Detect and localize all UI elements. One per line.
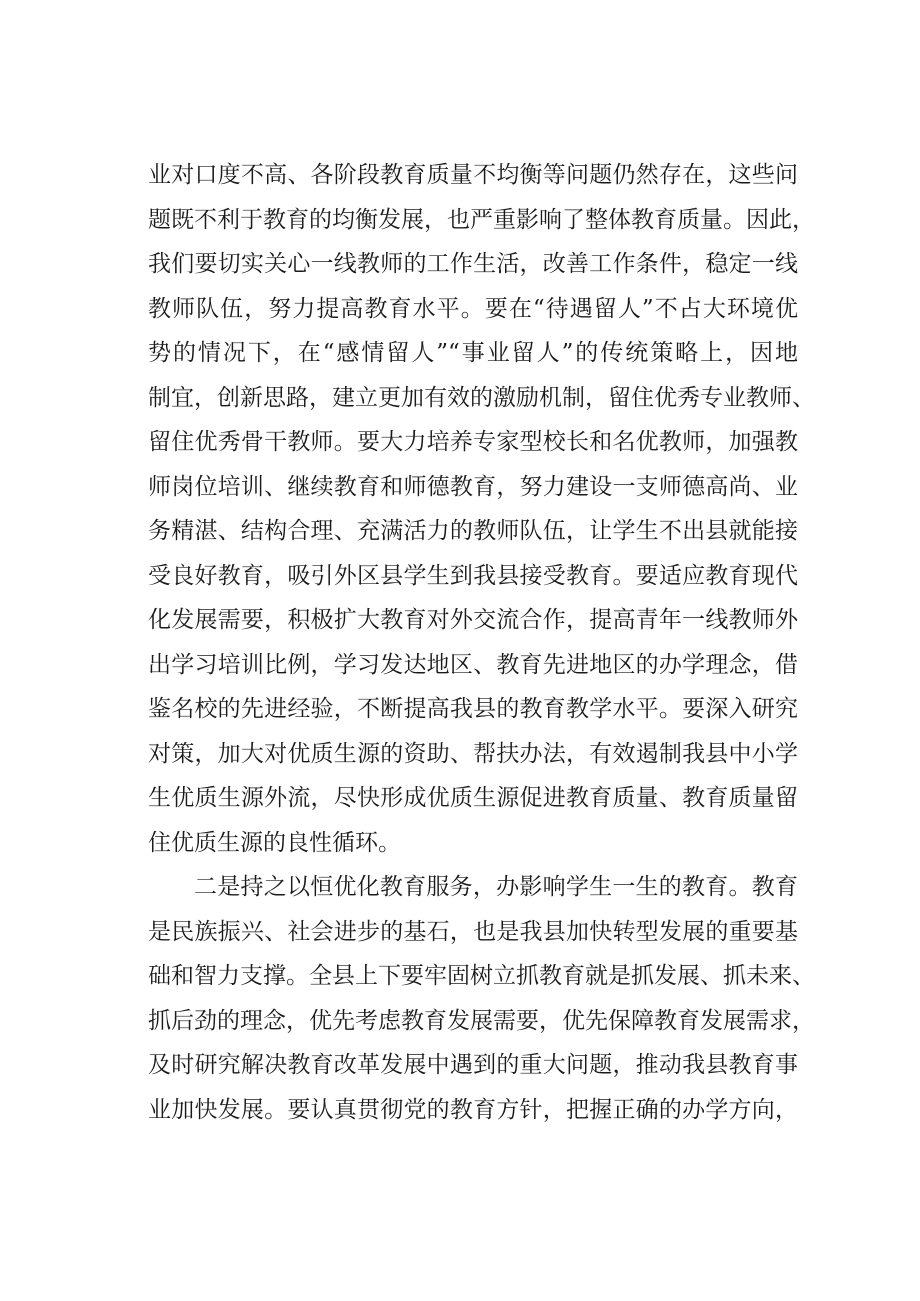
- body-text: [148, 153, 815, 1132]
- text-line: 是民族振兴、社会进步的基石，也是我县加快转型发展的重要基: [148, 918, 798, 945]
- paragraph-2: [148, 865, 815, 1132]
- paragraph-1: [148, 153, 815, 865]
- text-line: 务精湛、结构合理、充满活力的教师队伍，让学生不出县就能接: [148, 518, 798, 544]
- text-line: 础和智力支撑。全县上下要牢固树立抓教育就是抓发展、抓未来、: [148, 963, 815, 989]
- text-line: 师岗位培训、继续教育和师德教育，努力建设一支师德高尚、业: [148, 473, 798, 500]
- text-line: 业对口度不高、各阶段教育质量不均衡等问题仍然存在，这些问: [148, 162, 798, 188]
- text-line: 业加快发展。要认真贯彻党的教育方针，把握正确的办学方向，: [148, 1096, 798, 1123]
- text-line: 对策，加大对优质生源的资助、帮扶办法，有效遏制我县中小学: [148, 740, 798, 767]
- text-line: 及时研究解决教育改革发展中遇到的重大问题，推动我县教育事: [148, 1052, 798, 1078]
- text-line: 我们要切实关心一线教师的工作生活，改善工作条件，稳定一线: [148, 251, 798, 277]
- text-line: 抓后劲的理念，优先考虑教育发展需要，优先保障教育发展需求，: [148, 1007, 815, 1034]
- text-line: 制宜，创新思路，建立更加有效的激励机制，留住优秀专业教师、: [148, 384, 815, 411]
- text-line: 二是持之以恒优化教育服务，办影响学生一生的教育。教育: [194, 874, 798, 900]
- text-line: 势的情况下，在“感情留人”“事业留人”的传统策略上，因地: [148, 340, 798, 366]
- text-line: 生优质生源外流，尽快形成优质生源促进教育质量、教育质量留: [148, 785, 798, 811]
- text-line: 留住优秀骨干教师。要大力培养专家型校长和名优教师，加强教: [148, 429, 798, 455]
- text-line: 受良好教育，吸引外区县学生到我县接受教育。要适应教育现代: [148, 562, 798, 589]
- text-line: 鉴名校的先进经验，不断提高我县的教育教学水平。要深入研究: [148, 696, 798, 722]
- text-line: 化发展需要，积极扩大教育对外交流合作，提高青年一线教师外: [148, 607, 798, 633]
- text-line: 题既不利于教育的均衡发展，也严重影响了整体教育质量。因此，: [148, 206, 815, 233]
- text-line: 教师队伍，努力提高教育水平。要在“待遇留人”不占大环境优: [148, 295, 798, 322]
- text-line: 住优质生源的良性循环。: [148, 829, 401, 856]
- text-line: 出学习培训比例，学习发达地区、教育先进地区的办学理念，借: [148, 651, 798, 678]
